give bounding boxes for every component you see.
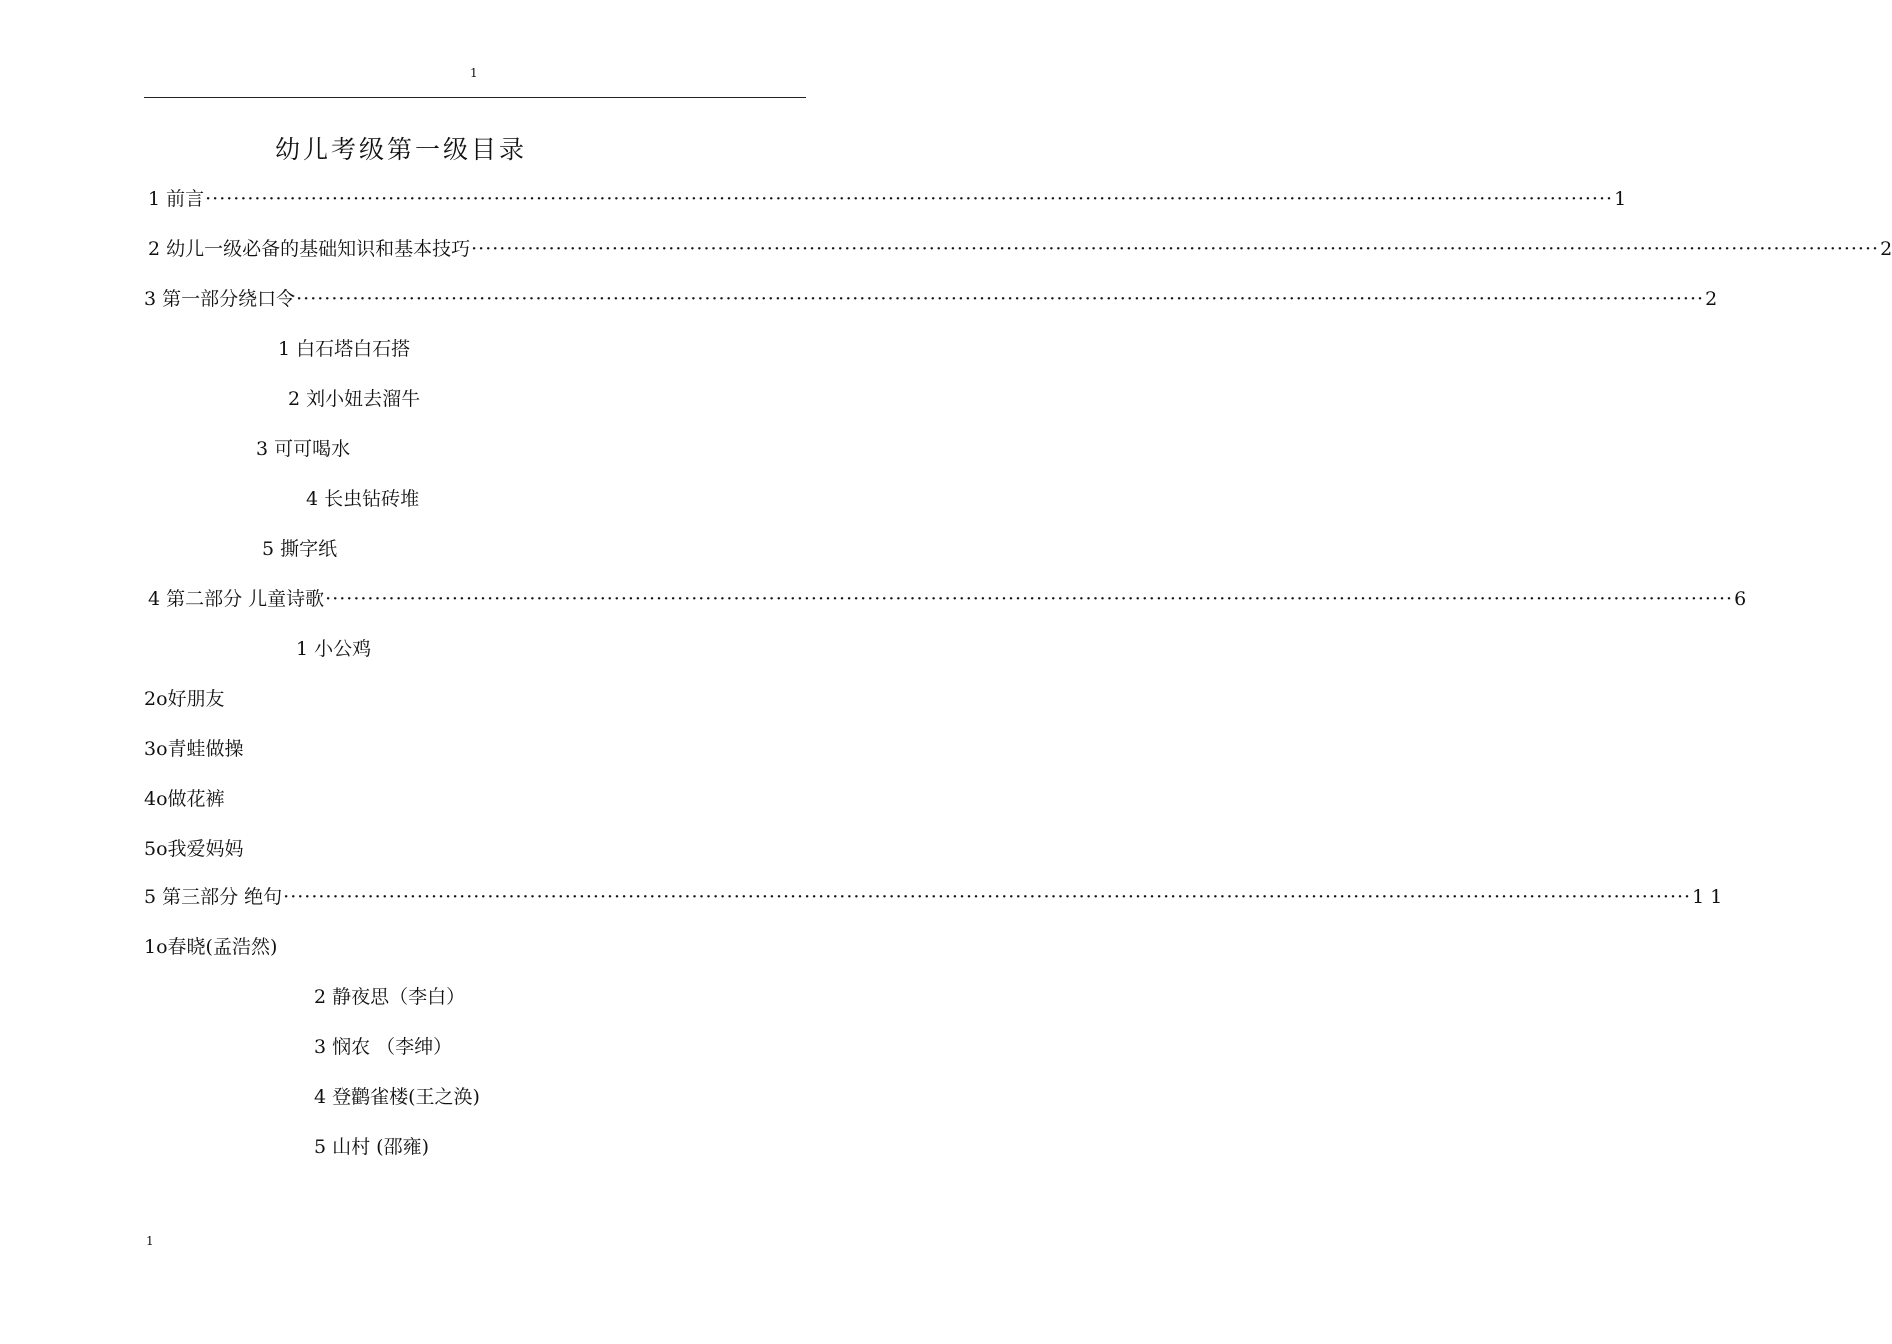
toc-entry-basics[interactable] [148, 236, 1892, 262]
toc-entry-label: 4 第二部分 儿童诗歌 [148, 588, 325, 610]
toc-entry-part-three[interactable] [144, 884, 1723, 910]
toc-entry-label: 5 第三部分 绝句 [144, 886, 283, 908]
toc-subitem[interactable]: 5o我爱妈妈 [144, 838, 244, 860]
toc-entry-part-one[interactable] [144, 286, 1718, 312]
toc-subitem[interactable]: 2 静夜思（李白） [314, 986, 466, 1008]
header-page-number: 1 [470, 66, 478, 80]
toc-entry-page: 2 [1880, 238, 1892, 260]
toc-entry-preface[interactable] [148, 186, 1627, 212]
toc-entry-page: 6 [1734, 588, 1747, 610]
toc-subitem[interactable]: 4 长虫钻砖堆 [306, 488, 420, 510]
toc-entry-page: 1 [1614, 188, 1627, 210]
toc-subitem[interactable]: 3 悯农 （李绅） [314, 1036, 453, 1058]
toc-subitem[interactable]: 2o好朋友 [144, 688, 225, 710]
toc-subitem[interactable]: 2 刘小妞去溜牛 [288, 388, 421, 410]
page-title: 幼儿考级第一级目录 [275, 135, 528, 164]
toc-subitem[interactable]: 3o青蛙做操 [144, 738, 244, 760]
toc-leader-dots: ········································································································································································································ [296, 288, 1705, 310]
toc-leader-dots: ········································································································································································································ [325, 588, 1734, 610]
toc-leader-dots: ········································································································································································································ [205, 188, 1614, 210]
toc-leader-dots: ········································································································································································································ [283, 886, 1692, 908]
toc-entry-label: 1 前言 [148, 188, 205, 210]
toc-entry-label: 2 幼儿一级必备的基础知识和基本技巧 [148, 238, 471, 260]
toc-subitem[interactable]: 3 可可喝水 [256, 438, 351, 460]
toc-subitem[interactable]: 4o做花裤 [144, 788, 225, 810]
toc-entry-page: 1 1 [1692, 886, 1723, 908]
toc-entry-part-two[interactable] [148, 586, 1747, 612]
toc-subitem[interactable]: 4 登鹳雀楼(王之涣) [314, 1086, 480, 1108]
toc-subitem[interactable]: 1o春晓(孟浩然) [144, 936, 278, 958]
toc-entry-label: 3 第一部分绕口令 [144, 288, 296, 310]
toc-subitem[interactable]: 5 撕字纸 [262, 538, 338, 560]
toc-entry-page: 2 [1705, 288, 1718, 310]
toc-subitem[interactable]: 1 小公鸡 [296, 638, 372, 660]
toc-subitem[interactable]: 5 山村 (邵雍) [314, 1136, 429, 1158]
header-rule [144, 97, 806, 98]
footer-page-number: 1 [146, 1234, 154, 1248]
toc-subitem[interactable]: 1 白石塔白石搭 [278, 338, 411, 360]
toc-leader-dots: ········································································································································································································ [471, 238, 1880, 260]
